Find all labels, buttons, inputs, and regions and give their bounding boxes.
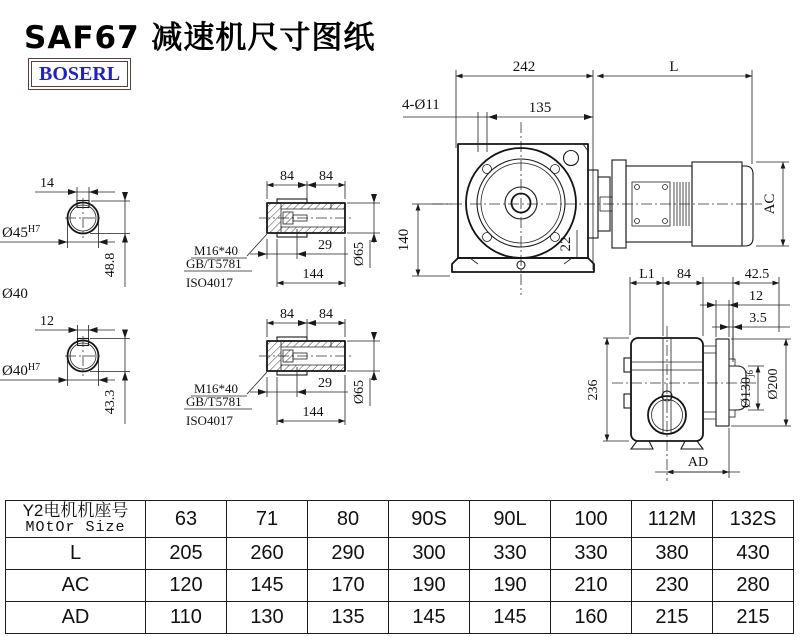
col-header-71: 71	[227, 501, 308, 538]
cell-L-4: 330	[470, 538, 551, 570]
bore-note-label: Ø40	[2, 286, 28, 302]
bore-section-b	[0, 314, 130, 424]
table-row-AD	[6, 602, 794, 634]
dim-22-label: 22	[558, 236, 574, 252]
dim-12-label: 12	[40, 314, 54, 329]
header-motor-size	[6, 501, 146, 538]
cell-AC-6: 230	[632, 570, 713, 602]
cell-L-7: 430	[713, 538, 794, 570]
cell-L-0: 205	[146, 538, 227, 570]
cell-AD-4: 145	[470, 602, 551, 634]
cell-AD-0: 110	[146, 602, 227, 634]
dim-3-5-label: 3.5	[749, 311, 767, 326]
dim-L1-label: L1	[639, 267, 655, 282]
dim-242-label: 242	[512, 59, 536, 75]
cell-AD-2: 135	[308, 602, 389, 634]
dim-d40-label: $Ø40^{H7}$	[2, 362, 41, 379]
hollow-shaft-top	[184, 169, 380, 290]
side-view	[586, 267, 791, 481]
cell-AC-5: 210	[551, 570, 632, 602]
col-header-80: 80	[308, 501, 389, 538]
col-header-90L: 90L	[470, 501, 551, 538]
bore-section-a	[0, 176, 130, 302]
row-label-AC: AC	[6, 570, 146, 602]
dim-L-label: L	[669, 59, 679, 75]
dim-42-5-label: 42.5	[744, 267, 770, 282]
dim-14-label: 14	[40, 176, 54, 191]
front-view	[396, 59, 789, 295]
cell-AD-1: 130	[227, 602, 308, 634]
cell-AD-3: 145	[389, 602, 470, 634]
dim-135-label: 135	[528, 100, 552, 116]
dim-d45-label: $Ø45^{H7}$	[2, 224, 41, 241]
dim-48-8-label: 48.8	[103, 252, 118, 278]
cell-AC-1: 145	[227, 570, 308, 602]
side-view-dimensions	[586, 267, 791, 478]
dim-4xd11-label: 4-Ø11	[402, 97, 440, 113]
cell-AD-6: 215	[632, 602, 713, 634]
motor-size-table	[5, 500, 794, 634]
dim-AD-label: AD	[687, 455, 709, 470]
col-header-90S: 90S	[389, 501, 470, 538]
table-row-AC	[6, 570, 794, 602]
cell-AD-7: 215	[713, 602, 794, 634]
cell-L-3: 300	[389, 538, 470, 570]
cell-L-2: 290	[308, 538, 389, 570]
cell-AC-0: 120	[146, 570, 227, 602]
col-header-100: 100	[551, 501, 632, 538]
front-view-dimensions	[396, 59, 789, 276]
page-title: SAF67 减速机尺寸图纸	[24, 20, 376, 56]
row-label-AD: AD	[6, 602, 146, 634]
dim-d130-label: $Ø130_{j6}$	[739, 369, 755, 409]
dim-140-label: 140	[396, 228, 412, 252]
col-header-112M: 112M	[632, 501, 713, 538]
col-header-132S: 132S	[713, 501, 794, 538]
dim-236-label: 236	[586, 379, 601, 401]
row-label-L: L	[6, 538, 146, 570]
cell-L-6: 380	[632, 538, 713, 570]
col-header-63: 63	[146, 501, 227, 538]
cell-AD-5: 160	[551, 602, 632, 634]
cell-AC-7: 280	[713, 570, 794, 602]
header-motor-size-cn: Y2电机机座号	[22, 501, 129, 520]
cell-L-1: 260	[227, 538, 308, 570]
brand-logo: BOSERL	[28, 58, 131, 90]
cell-L-5: 330	[551, 538, 632, 570]
dim-AC-label: AC	[762, 193, 778, 215]
header-motor-size-en: MOtOr Size	[25, 519, 126, 536]
table-header-row	[6, 501, 794, 538]
hollow-shaft-bottom	[184, 307, 380, 428]
dim-43-3-label: 43.3	[103, 389, 118, 415]
table-row-L	[6, 538, 794, 570]
cell-AC-2: 170	[308, 570, 389, 602]
dim-12side-label: 12	[749, 289, 763, 304]
cell-AC-4: 190	[470, 570, 551, 602]
dim-d200-label: Ø200	[766, 368, 781, 400]
cell-AC-3: 190	[389, 570, 470, 602]
dim-84side-label: 84	[677, 267, 691, 282]
